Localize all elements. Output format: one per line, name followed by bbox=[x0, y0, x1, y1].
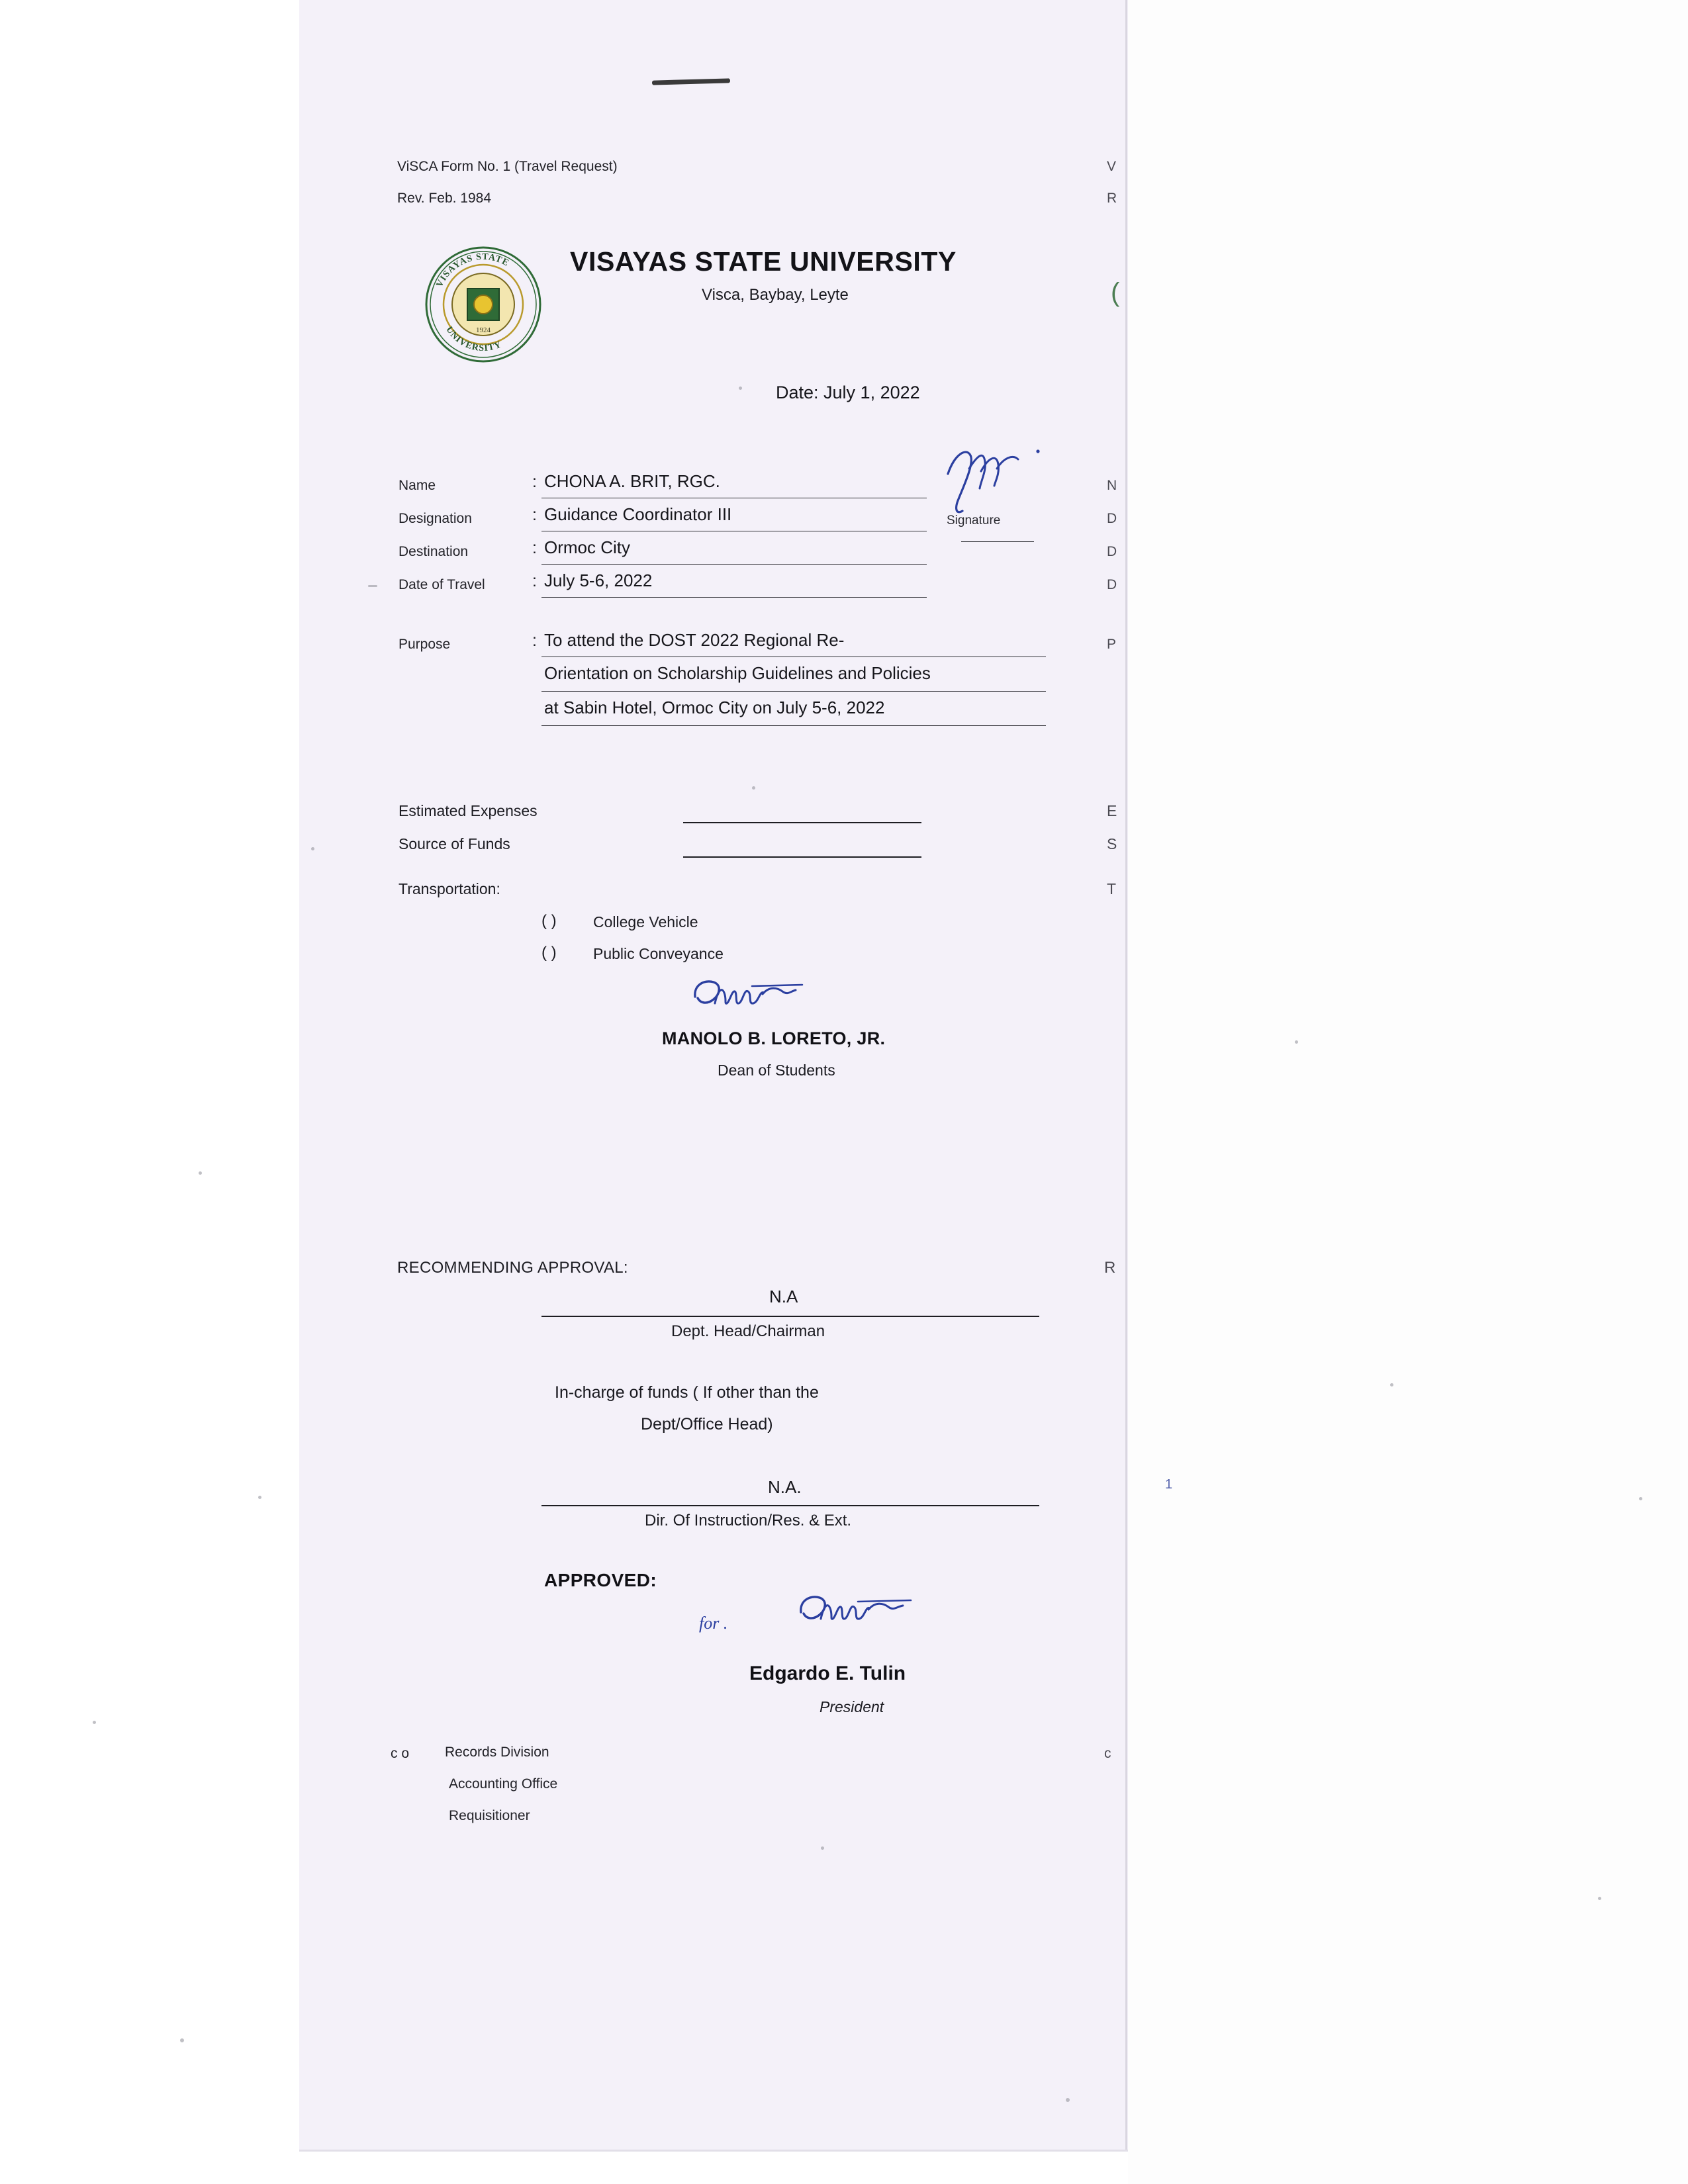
purpose-colon: : bbox=[532, 631, 537, 650]
requester-signature bbox=[940, 442, 1059, 522]
destination-value: Ormoc City bbox=[544, 537, 630, 557]
date-of-travel-label: Date of Travel bbox=[399, 577, 485, 592]
form-number: ViSCA Form No. 1 (Travel Request) bbox=[397, 159, 618, 174]
sheet-right-edge bbox=[1125, 0, 1127, 2151]
svg-text:1924: 1924 bbox=[476, 326, 491, 334]
bleed-designation: D bbox=[1107, 511, 1117, 526]
director-rule bbox=[541, 1505, 1039, 1506]
college-vehicle-label: College Vehicle bbox=[593, 913, 698, 931]
purpose-line-3: at Sabin Hotel, Ormoc City on July 5-6, 2022 bbox=[544, 698, 885, 717]
cc-item-records: Records Division bbox=[445, 1745, 549, 1760]
public-conveyance-checkbox[interactable]: ( ) bbox=[541, 944, 557, 962]
scan-speck bbox=[739, 387, 742, 390]
university-address: Visca, Baybay, Leyte bbox=[702, 286, 849, 304]
public-conveyance-label: Public Conveyance bbox=[593, 945, 724, 962]
dean-signature bbox=[688, 974, 834, 1027]
purpose-label: Purpose bbox=[399, 637, 451, 652]
recommending-approval-label: RECOMMENDING APPROVAL: bbox=[397, 1259, 628, 1277]
transportation-label: Transportation: bbox=[399, 880, 500, 897]
cc-item-accounting: Accounting Office bbox=[449, 1776, 558, 1792]
bleed-purpose: P bbox=[1107, 637, 1117, 652]
destination-label: Destination bbox=[399, 544, 469, 559]
president-signature bbox=[794, 1588, 940, 1641]
cc-label: c o bbox=[391, 1746, 410, 1761]
dept-head-label: Dept. Head/Chairman bbox=[671, 1322, 825, 1340]
destination-rule bbox=[541, 564, 927, 565]
bleed-source: S bbox=[1107, 835, 1117, 852]
bleed-destination: D bbox=[1107, 544, 1117, 559]
scan-speck bbox=[311, 847, 314, 850]
page-margin-left bbox=[0, 0, 299, 2184]
scan-speck bbox=[258, 1496, 261, 1499]
bleed-marker: 1 bbox=[1165, 1477, 1173, 1492]
scan-speck bbox=[1639, 1497, 1642, 1500]
scan-speck bbox=[368, 585, 377, 587]
for-annotation: for . bbox=[699, 1614, 728, 1633]
date-line: Date: July 1, 2022 bbox=[776, 383, 920, 402]
director-label: Dir. Of Instruction/Res. & Ext. bbox=[645, 1512, 852, 1529]
form-revision: Rev. Feb. 1984 bbox=[397, 191, 492, 206]
sheet-bottom-edge bbox=[299, 2150, 1128, 2152]
bleed-form-revision: R bbox=[1107, 191, 1117, 206]
scan-speck bbox=[1390, 1383, 1393, 1387]
scan-speck bbox=[1598, 1897, 1601, 1900]
scan-speck bbox=[180, 2038, 184, 2042]
scan-speck bbox=[821, 1846, 824, 1850]
bleed-seal-icon: ( bbox=[1111, 278, 1120, 307]
name-value: CHONA A. BRIT, RGC. bbox=[544, 471, 720, 491]
date-of-travel-colon: : bbox=[532, 572, 537, 590]
president-name: Edgardo E. Tulin bbox=[749, 1662, 906, 1684]
signature-label: Signature bbox=[947, 514, 1001, 527]
date-of-travel-rule bbox=[541, 597, 927, 598]
dean-name: MANOLO B. LORETO, JR. bbox=[662, 1028, 886, 1048]
bleed-form-number: V bbox=[1107, 159, 1117, 174]
source-of-funds-label: Source of Funds bbox=[399, 835, 510, 852]
approved-label: APPROVED: bbox=[544, 1570, 657, 1590]
scan-speck bbox=[1295, 1040, 1298, 1044]
purpose-rule-2 bbox=[541, 691, 1046, 692]
incharge-of-funds-line-2: Dept/Office Head) bbox=[641, 1415, 773, 1433]
source-of-funds-rule bbox=[683, 856, 921, 858]
scan-speck bbox=[1066, 2098, 1070, 2102]
purpose-rule-3 bbox=[541, 725, 1046, 726]
incharge-of-funds-line-1: In-charge of funds ( If other than the bbox=[555, 1383, 819, 1402]
svg-text:VISAYAS STATE: VISAYAS STATE bbox=[434, 251, 511, 289]
purpose-line-1: To attend the DOST 2022 Regional Re- bbox=[544, 630, 845, 650]
bleed-transport: T bbox=[1107, 880, 1117, 897]
designation-value: Guidance Coordinator III bbox=[544, 504, 732, 524]
university-name: VISAYAS STATE UNIVERSITY bbox=[570, 246, 957, 277]
purpose-line-2: Orientation on Scholarship Guidelines and Policies bbox=[544, 663, 931, 683]
page-margin-right bbox=[1128, 0, 1688, 2184]
dept-head-value: N.A bbox=[769, 1287, 798, 1306]
cc-item-requisitioner: Requisitioner bbox=[449, 1808, 530, 1823]
designation-label: Designation bbox=[399, 511, 472, 526]
name-label: Name bbox=[399, 478, 436, 493]
signature-rule bbox=[961, 541, 1034, 542]
university-seal-icon bbox=[424, 245, 543, 364]
estimated-expenses-rule bbox=[683, 822, 921, 823]
destination-colon: : bbox=[532, 539, 537, 557]
estimated-expenses-label: Estimated Expenses bbox=[399, 802, 538, 819]
bleed-travel: D bbox=[1107, 577, 1117, 592]
bleed-cc: c bbox=[1104, 1746, 1111, 1761]
dept-head-rule bbox=[541, 1316, 1039, 1317]
scan-speck bbox=[752, 786, 755, 790]
svg-text:UNIVERSITY: UNIVERSITY bbox=[444, 324, 504, 354]
scan-speck bbox=[93, 1721, 96, 1724]
bleed-name: N bbox=[1107, 478, 1117, 493]
director-value: N.A. bbox=[768, 1477, 802, 1497]
designation-colon: : bbox=[532, 506, 537, 524]
dean-title: Dean of Students bbox=[718, 1062, 835, 1079]
name-colon: : bbox=[532, 473, 537, 491]
college-vehicle-checkbox[interactable]: ( ) bbox=[541, 912, 557, 930]
bleed-recommending: R bbox=[1104, 1259, 1116, 1277]
scan-speck bbox=[199, 1171, 202, 1175]
date-of-travel-value: July 5-6, 2022 bbox=[544, 570, 653, 590]
bleed-expenses: E bbox=[1107, 802, 1117, 819]
president-title: President bbox=[820, 1698, 884, 1715]
